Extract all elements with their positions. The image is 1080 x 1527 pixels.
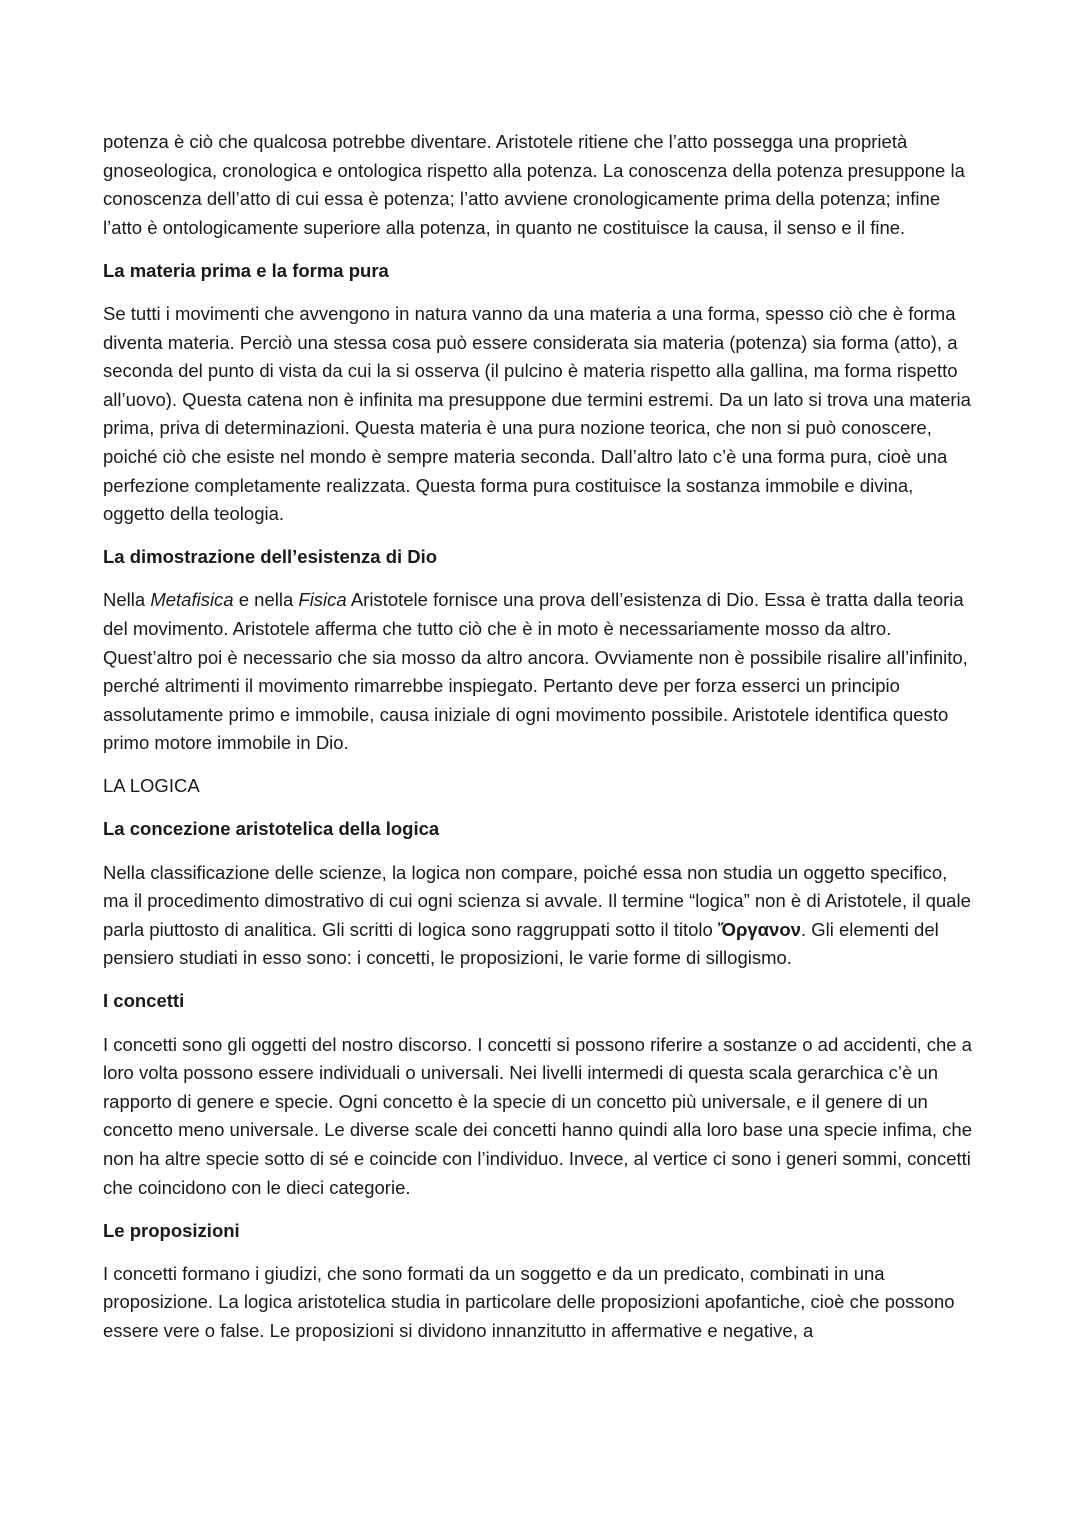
paragraph-esistenza-dio [103, 586, 978, 758]
text-run: Nella classificazione delle scienze, la logica non compare, poiché essa non studia un oggetto specifico, ma il procedimento dimostrativo di cui ogni scienza si avvale. Il termine “logica” non è di Aristotele, il quale parla piuttosto di analitica. Gli scritti di logica sono raggruppati sotto il titolo [103, 861, 971, 940]
bold-title-organon: Ὄργανον [717, 918, 801, 940]
paragraph-proposizioni: I concetti formano i giudizi, che sono formati da un soggetto e da un predicato, combinati in una proposizione. La logica aristotelica studia in particolare delle proposizioni apofantiche, cioè che possono essere vere o false. Le proposizioni si dividono innanzitutto in affermative e negative, a [103, 1262, 955, 1341]
text-run: Nella [103, 589, 151, 611]
section-title-logica: LA LOGICA [103, 775, 200, 797]
document-page [103, 128, 978, 1360]
text-run: . Gli elementi del pensiero studiati in esso sono: i concetti, le proposizioni, le varie forme di sillogismo. [103, 918, 939, 969]
paragraph-concezione-logica [103, 859, 978, 973]
heading-proposizioni: Le proposizioni [103, 1219, 240, 1241]
italic-title-fisica: Fisica [298, 589, 347, 611]
heading-esistenza-dio: La dimostrazione dell’esistenza di Dio [103, 546, 438, 568]
paragraph-atto-potenza: potenza è ciò che qualcosa potrebbe diventare. Aristotele ritiene che l’atto possegga una proprietà gnoseologica, cronologica e ontologica rispetto alla potenza. La conoscenza della potenza presuppone la conoscenza dell’atto di cui essa è potenza; l’atto avviene cronologicamente prima della potenza; infine l’atto è ontologicamente superiore alla potenza, in quanto ne costituisce la causa, il senso e il fine. [103, 131, 965, 238]
text-run: Aristotele fornisce una prova dell’esistenza di Dio. Essa è tratta dalla teoria del movimento. Aristotele afferma che tutto ciò che è in moto è necessariamente mosso da altro. Quest’altro poi è necessario che sia mosso da altro ancora. Ovviamente non è possibile risalire all’infinito, perché altrimenti il movimento rimarrebbe inspiegato. Pertanto deve per forza esserci un principio assolutamente primo e immobile, causa iniziale di ogni movimento possibile. Aristotele identifica questo primo motore immobile in Dio. [103, 589, 968, 754]
italic-title-metafisica: Metafisica [150, 589, 234, 611]
paragraph-materia-forma: Se tutti i movimenti che avvengono in natura vanno da una materia a una forma, spesso ciò che è forma diventa materia. Perciò una stessa cosa può essere considerata sia materia (potenza) sia forma (atto), a seconda del punto di vista da cui la si osserva (il pulcino è materia rispetto alla gallina, ma forma rispetto all’uovo). Questa catena non è infinita ma presuppone due termini estremi. Da un lato si trova una materia prima, priva di determinazioni. Questa materia è una pura nozione teorica, che non si può conoscere, poiché ciò che esiste nel mondo è sempre materia seconda. Dall’altro lato c’è una forma pura, cioè una perfezione completamente realizzata. Questa forma pura costituisce la sostanza immobile e divina, oggetto della teologia. [103, 302, 971, 525]
heading-concetti: I concetti [103, 990, 185, 1012]
text-run: e nella [233, 589, 299, 611]
heading-materia-forma: La materia prima e la forma pura [103, 259, 389, 281]
heading-concezione-logica: La concezione aristotelica della logica [103, 818, 440, 840]
paragraph-concetti: I concetti sono gli oggetti del nostro discorso. I concetti si possono riferire a sostanze o ad accidenti, che a loro volta possono essere individuali o universali. Nei livelli intermedi di questa scala gerarchica c’è un rapporto di genere e specie. Ogni concetto è la specie di un concetto più universale, e il genere di un concetto meno universale. Le diverse scale dei concetti hanno quindi alla loro base una specie infima, che non ha altre specie sotto di sé e coincide con l’individuo. Invece, al vertice ci sono i generi sommi, concetti che coincidono con le dieci categorie. [103, 1033, 973, 1198]
